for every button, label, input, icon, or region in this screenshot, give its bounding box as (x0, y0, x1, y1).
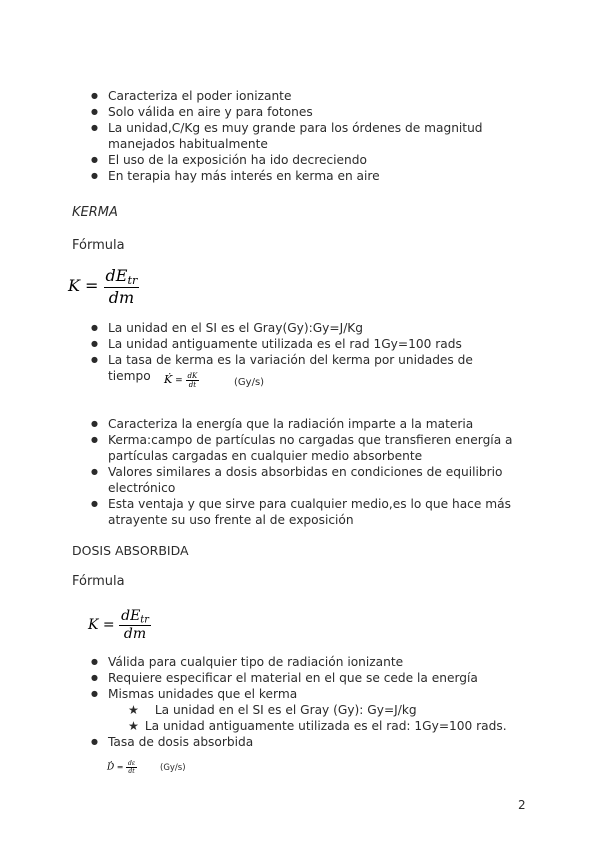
dosis-heading: DOSIS ABSORBIDA (72, 543, 189, 558)
list-item: ● Tasa de dosis absorbida (72, 734, 542, 750)
kerma-bullet-list-a (72, 320, 542, 384)
intro-bullet-list (72, 88, 542, 184)
star-item-1: ★ La unidad en el SI es el Gray (Gy): Gy=J/kg (128, 703, 417, 717)
star-icon: ★ (128, 719, 139, 733)
kerma-heading: KERMA (72, 205, 118, 220)
list-item: ● La unidad antiguamente utilizada es el rad 1Gy=100 rads (72, 336, 542, 352)
list-item: ● Caracteriza el poder ionizante (72, 88, 542, 104)
formula-fraction (104, 266, 140, 307)
list-item: ● La unidad,C/Kg es muy grande para los órdenes de magnitud manejados habitualmente (72, 120, 542, 152)
list-item: ● Válida para cualquier tipo de radiación ionizante (72, 654, 542, 670)
star-item-2: ★ La unidad antiguamente utilizada es el rad: 1Gy=100 rads. (128, 719, 507, 733)
dosis-rate-formula: Ḋ = $\frac{d\varepsilon}{dt}$ (107, 760, 136, 775)
dosis-bullet-list-b (72, 734, 542, 750)
list-item: ● Esta ventaja y que sirve para cualquier medio,es lo que hace más atrayente su uso frente al de exposición (72, 496, 542, 528)
list-item: ● En terapia hay más interés en kerma en aire (72, 168, 542, 184)
dosis-formula (88, 608, 151, 642)
formula-eq: = (85, 275, 99, 295)
list-item: ● Kerma:campo de partículas no cargadas que transfieren energía a partículas cargadas en cualquier medio absorbente (72, 432, 542, 464)
formula-lhs: K (88, 617, 99, 634)
star-icon: ★ (128, 703, 139, 717)
list-item: ● Valores similares a dosis absorbidas en condiciones de equilibrio electrónico (72, 464, 542, 496)
list-item: ● Mismas unidades que el kerma (72, 686, 542, 702)
kerma-bullet-list-b (72, 416, 542, 528)
dosis-rate-unit: (Gy/s) (160, 763, 186, 773)
formula-eq: = (102, 617, 115, 634)
list-item: ● El uso de la exposición ha ido decreciendo (72, 152, 542, 168)
formula-numerator: $dE_{tr}$ (121, 608, 149, 626)
page-number: 2 (518, 798, 526, 812)
formula-denominator: dm (108, 287, 135, 307)
kerma-formula-label: Fórmula (72, 238, 125, 253)
formula-lhs: K (68, 275, 80, 295)
formula-numerator: $dE_{tr}$ (105, 266, 138, 287)
list-item: ● La unidad en el SI es el Gray(Gy):Gy=J/Kg (72, 320, 542, 336)
list-item: ● Requiere especificar el material en el que se cede la energía (72, 670, 542, 686)
formula-denominator: dm (123, 626, 147, 643)
kerma-rate-unit: (Gy/s) (234, 377, 265, 388)
list-item: ● La tasa de kerma es la variación del kerma por unidades de tiempo (72, 352, 498, 384)
kerma-formula (68, 266, 139, 307)
list-item: ● Solo válida en aire y para fotones (72, 104, 542, 120)
dosis-bullet-list-a (72, 654, 542, 702)
kerma-rate-formula: K̇ = $\frac{dK}{dt}$ (164, 372, 198, 389)
formula-fraction (119, 608, 151, 642)
list-item: ● Caracteriza la energía que la radiación imparte a la materia (72, 416, 542, 432)
dosis-formula-label: Fórmula (72, 574, 125, 589)
